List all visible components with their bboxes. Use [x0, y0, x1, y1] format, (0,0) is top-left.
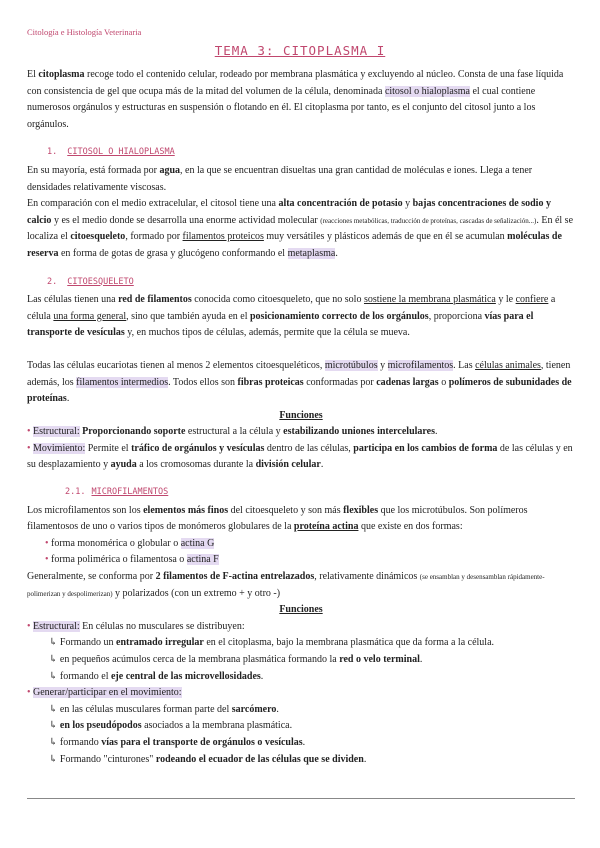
bullet-icon: • — [27, 620, 31, 632]
list-item-actina-f: • forma polimérica o filamentosa o actina F — [45, 554, 219, 566]
arrow-icon: ↳ — [49, 637, 58, 649]
function-item-structural: • Estructural: En células no musculares se distribuyen: — [27, 620, 245, 632]
page-divider — [27, 798, 575, 799]
list-item-actina-g: • forma monomérica o globular o actina G — [45, 537, 215, 549]
citosol-paragraph-2: En comparación con el medio extracelular, el citosol tiene una alta concentración de potasio y bajas concentraciones de sodio y calcio y es el medio donde se desarrolla una enorme actividad molecular (reacciones metabólicas, traducción de proteínas, cascadas de señalización...). En él se localiza el citoesqueleto, formado por filamentos proteicos muy versátiles y plásticos además de que en él se acumulan moléculas de reserva en forma de gotas de grasa y glucógeno conformando el metaplasma. — [27, 198, 574, 259]
bullet-icon: • — [45, 537, 49, 549]
bullet-icon: • — [27, 687, 31, 699]
intro-paragraph: El citoplasma recoge todo el contenido celular, rodeado por membrana plasmática y excluyendo al núcleo. Consta de una fase líquida con consistencia de gel que ocupa más de la mitad del volumen de la célula, denominada citosol o hialoplasma el cual contiene numerosos orgánulos y estructuras en suspensión o flotando en él. El citoplasma por tanto, es el conjunto del citosol junto a los orgánulos. — [27, 69, 564, 130]
page-header: Citología e Histología Veterinaria — [27, 27, 142, 37]
function-item-structural: • Estructural: Proporcionando soporte estructural a la célula y estabilizando uniones intercelulares. — [27, 426, 438, 438]
sub-item: ↳ Formando "cinturones" rodeando el ecuador de las células que se dividen. — [49, 753, 367, 765]
microfilamentos-paragraph-2: Generalmente, se conforma por 2 filamentos de F-actina entrelazados, relativamente dinámicos (se ensamblan y desensamblan rápidamente-polimerizan y despolimerizan) y polarizados (con un extremo + y otro -) — [27, 571, 545, 599]
bullet-icon: • — [27, 426, 31, 438]
arrow-icon: ↳ — [49, 736, 58, 748]
arrow-icon: ↳ — [49, 720, 58, 732]
microfilamentos-paragraph-1: Los microfilamentos son los elementos más finos del citoesqueleto y son más flexibles que los microtúbulos. Son polímeros filamentosos de uno o varios tipos de monómeros globulares de la proteína actina que existe en dos formas: — [27, 504, 528, 533]
sub-item: ↳ en pequeños acúmulos cerca de la membrana plasmática formando la red o velo terminal. — [49, 654, 423, 665]
sub-item: ↳ formando vías para el transporte de orgánulos o vesículas. — [49, 736, 306, 748]
function-item-movement: • Movimiento: Permite el tráfico de orgánulos y vesículas dentro de las células, participa en los cambios de forma de las células y en su desplazamiento y ayuda a los cromosomas durante la división celular. — [27, 442, 573, 471]
sub-item: ↳ en las células musculares forman parte del sarcómero. — [49, 703, 279, 715]
sub-item: ↳ en los pseudópodos asociados a la membrana plasmática. — [49, 720, 293, 732]
section-heading-microfilamentos: 2.1. MICROFILAMENTOS — [65, 487, 169, 498]
functions-heading: Funciones — [279, 604, 323, 616]
citoesqueleto-paragraph-2: Todas las células eucariotas tienen al menos 2 elementos citoesqueléticos, microtúbulos y microfilamentos. Las células animales, tienen además, los filamentos intermedios. Todos ellos son fibras proteicas conformadas por cadenas largas o polímeros de subunidades de proteínas. — [27, 359, 572, 405]
bullet-icon: • — [27, 442, 31, 454]
functions-heading: Funciones — [279, 409, 323, 421]
arrow-icon: ↳ — [49, 670, 58, 682]
citosol-paragraph-1: En su mayoría, está formada por agua, en la que se encuentran disueltas una gran cantidad de moléculas e iones. Llega a tener densidades relativamente viscosas. — [27, 164, 533, 193]
function-item-movement: • Generar/participar en el movimiento: — [27, 687, 182, 699]
citoesqueleto-paragraph-1: Las células tienen una red de filamentos conocida como citoesqueleto, que no solo sostiene la membrana plasmática y le confiere a célula una forma general, sino que también ayuda en el posicionamiento correcto de los orgánulos, proporciona vías para el transporte de vesículas y, en muchos tipos de células, además, permite que la célula se mueva. — [27, 294, 556, 339]
section-heading-citoesqueleto: 2. CITOESQUELETO — [47, 276, 134, 287]
arrow-icon: ↳ — [49, 753, 58, 765]
page-title: TEMA 3: CITOPLASMA I — [214, 43, 386, 58]
bullet-icon: • — [45, 554, 49, 566]
sub-item: ↳ Formando un entramado irregular en el citoplasma, bajo la membrana plasmática que da forma a la célula. — [49, 637, 495, 649]
document-body — [27, 67, 575, 768]
sub-item: ↳ formando el eje central de las microvellosidades. — [49, 670, 264, 682]
section-heading-citosol: 1. CITOSOL O HIALOPLASMA — [47, 147, 175, 158]
spacer — [27, 342, 575, 358]
arrow-icon: ↳ — [49, 703, 58, 715]
arrow-icon: ↳ — [49, 654, 58, 665]
